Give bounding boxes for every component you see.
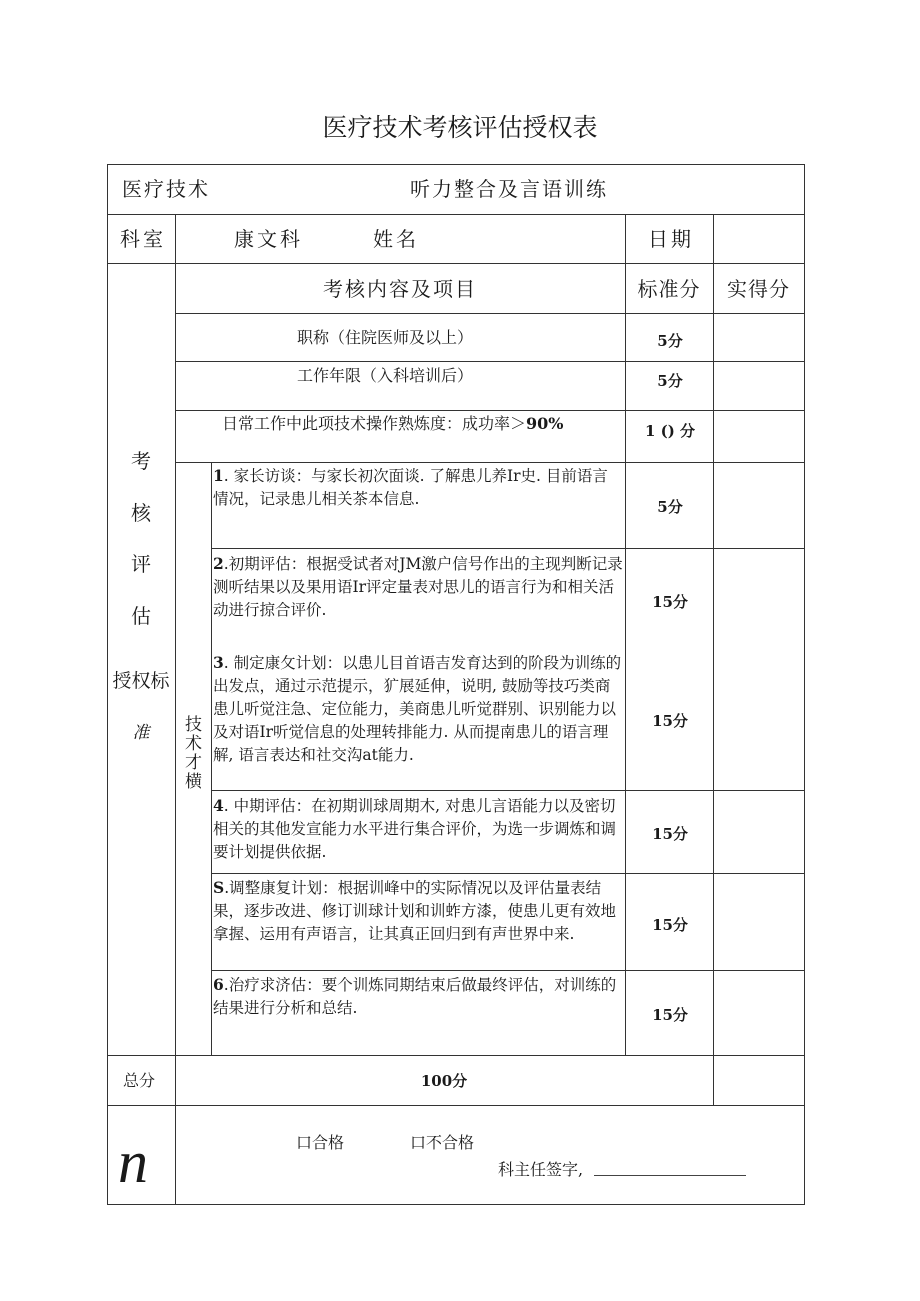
item-1-number: 1 xyxy=(213,466,224,485)
list-item-1 xyxy=(213,464,623,511)
page-title: 医疗技术考核评估授权表 xyxy=(322,113,598,142)
side-label-3: 评 xyxy=(131,552,151,576)
item-1-text: . 家长访谈：与家长初次面谈. 了解患儿养Ir史. 目前语言情况，记录患儿相关茶本信息. xyxy=(213,467,608,508)
side-label-6: 准 xyxy=(132,723,150,743)
total-label: 总分 xyxy=(123,1071,156,1090)
date-value[interactable] xyxy=(724,227,796,251)
row-proficiency-rate: 90% xyxy=(526,414,564,433)
row-proficiency-label: 日常工作中此项技术操作熟炼度：成功率＞ xyxy=(222,414,527,433)
result-mark: n xyxy=(118,1129,148,1195)
signature-label: 科主任签字, xyxy=(498,1160,584,1179)
side-label-4: 估 xyxy=(131,604,151,628)
row-years-score: 5分 xyxy=(657,372,683,390)
date-label: 日期 xyxy=(648,227,694,251)
item-3-score: 15分 xyxy=(652,712,688,730)
row-title-text: 职称（住院医师及以上） xyxy=(296,328,473,347)
item-4-score: 15分 xyxy=(652,825,688,843)
side-label-2: 核 xyxy=(131,501,151,525)
row-proficiency-text xyxy=(222,412,563,436)
total-value: 100分 xyxy=(420,1072,468,1090)
side-label-5: 授权标 xyxy=(112,670,170,692)
tech-value: 听力整合及言语训练 xyxy=(410,177,608,201)
tech-side-char-2: 术 xyxy=(185,734,202,754)
item-3-number: 3 xyxy=(213,653,224,672)
list-item-6 xyxy=(213,973,623,1020)
item-4-number: 4 xyxy=(213,796,224,815)
item-5-score: 15分 xyxy=(652,916,688,934)
pass-checkbox[interactable]: 口合格 xyxy=(296,1133,345,1152)
item-1-score: 5分 xyxy=(657,498,683,516)
list-item-2 xyxy=(213,552,623,622)
standard-header: 标准分 xyxy=(637,277,701,301)
item-4-text: . 中期评估：在初期训球周期木, 对患儿言语能力以及密切相关的其他发宣能力水平进行集合评价，为选一步调炼和调要计划提供依据. xyxy=(213,797,617,861)
item-2-text: .初期评估：根据受试者对JM激户信号作出的主现判断记录测听结果以及果用语Ir评定量表对思儿的语言行为和相关活动进行掠合评价. xyxy=(213,555,623,619)
tech-side-label xyxy=(176,716,211,792)
list-item-3 xyxy=(213,651,623,767)
dept-label: 科室 xyxy=(120,227,166,251)
item-6-number: 6 xyxy=(213,975,224,994)
item-3-text: . 制定康攵计划：以患儿目首语吉发育达到的阶段为训练的出发点，通过示范提示，犷展延伸，说明, 鼓励等技巧类商患儿听觉注急、定位能力，美商患儿听觉群别、识别能力以及对语Ir听觉信息的处理转排能力. 从而提南患儿的语言理解, 语言表达和社交沟at能力. xyxy=(213,654,622,764)
tech-side-char-4: 横 xyxy=(185,772,202,792)
item-5-text: .调整康复计划：根据训峰中的实际情况以及评估量表结果，逐步改进、修订训球计划和训蚱方漆，使患儿更有效地拿握、运用有声语言，让其真正回归到有声世界中来. xyxy=(213,879,617,943)
tech-label: 医疗技术 xyxy=(122,177,210,201)
side-label-1: 考 xyxy=(131,449,151,473)
item-6-text: .治疗求济估：要个训炼同期结束后做最终评估，对训练的结果进行分析和总结. xyxy=(213,976,617,1017)
row-years-text: 工作年限（入科培训后） xyxy=(296,366,473,385)
tech-side-char-1: 技 xyxy=(185,715,202,735)
actual-header: 实得分 xyxy=(727,277,790,301)
item-2-number: 2 xyxy=(213,554,224,573)
fail-checkbox[interactable]: 口不合格 xyxy=(410,1133,475,1152)
content-header: 考核内容及项目 xyxy=(323,277,477,301)
item-6-score: 15分 xyxy=(652,1006,688,1024)
item-2-score: 15分 xyxy=(652,593,688,611)
signature-line[interactable] xyxy=(594,1175,746,1176)
tech-side-char-3: 才 xyxy=(185,753,202,773)
list-item-4 xyxy=(213,794,623,864)
name-label: 姓名 xyxy=(373,227,419,251)
dept-value: 康文科 xyxy=(234,227,303,251)
item-5-number: S xyxy=(213,878,225,897)
list-item-5 xyxy=(213,876,623,946)
row-title-score: 5分 xyxy=(657,332,683,350)
row-proficiency-score: 1 () 分 xyxy=(644,422,696,440)
